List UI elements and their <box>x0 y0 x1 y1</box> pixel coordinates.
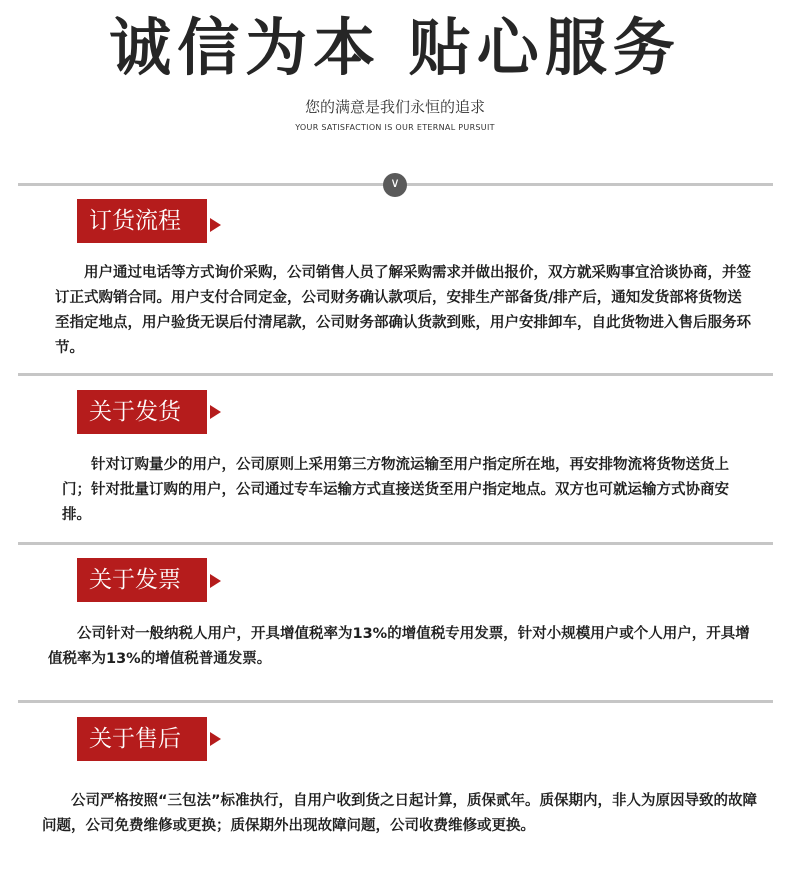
section-label-shipping: 关于发货 <box>77 390 207 434</box>
chevron-down-icon: ∨ <box>383 173 407 197</box>
triangle-right-icon <box>210 218 221 232</box>
divider <box>18 700 773 703</box>
section-label-ordering: 订货流程 <box>77 199 207 243</box>
section-text-ordering: 用户通过电话等方式询价采购，公司销售人员了解采购需求并做出报价，双方就采购事宜洽谈协商，并签订正式购销合同。用户支付合同定金，公司财务确认款项后，安排生产部备货/排产后，通知发货部将货物送至指定地点，用户验货无误后付清尾款，公司财务部确认货款到账，用户安排卸车，自此货物进入售后服务环节。 <box>55 265 751 356</box>
section-label-after-sales: 关于售后 <box>77 717 207 761</box>
divider <box>18 373 773 376</box>
triangle-right-icon <box>210 405 221 419</box>
triangle-right-icon <box>210 574 221 588</box>
section-label-invoice: 关于发票 <box>77 558 207 602</box>
section-text-invoice: 公司针对一般纳税人用户，开具增值税率为13%的增值税专用发票，针对小规模用户或个人用户，开具增值税率为13%的增值税普通发票。 <box>48 626 750 667</box>
section-text-after-sales: 公司严格按照“三包法”标准执行，自用户收到货之日起计算，质保贰年。质保期内，非人为原因导致的故障问题，公司免费维修或更换；质保期外出现故障问题，公司收费维修或更换。 <box>42 793 758 834</box>
page-title: 诚信为本 贴心服务 <box>109 11 681 84</box>
page-subtitle-english: YOUR SATISFACTION IS OUR ETERNAL PURSUIT <box>295 123 495 132</box>
triangle-right-icon <box>210 732 221 746</box>
section-text-shipping: 针对订购量少的用户，公司原则上采用第三方物流运输至用户指定所在地，再安排物流将货物送货上门；针对批量订购的用户，公司通过专车运输方式直接送货至用户指定地点。双方也可就运输方式协商安排。 <box>62 457 729 523</box>
divider <box>18 542 773 545</box>
page-subtitle: 您的满意是我们永恒的追求 <box>304 98 485 116</box>
